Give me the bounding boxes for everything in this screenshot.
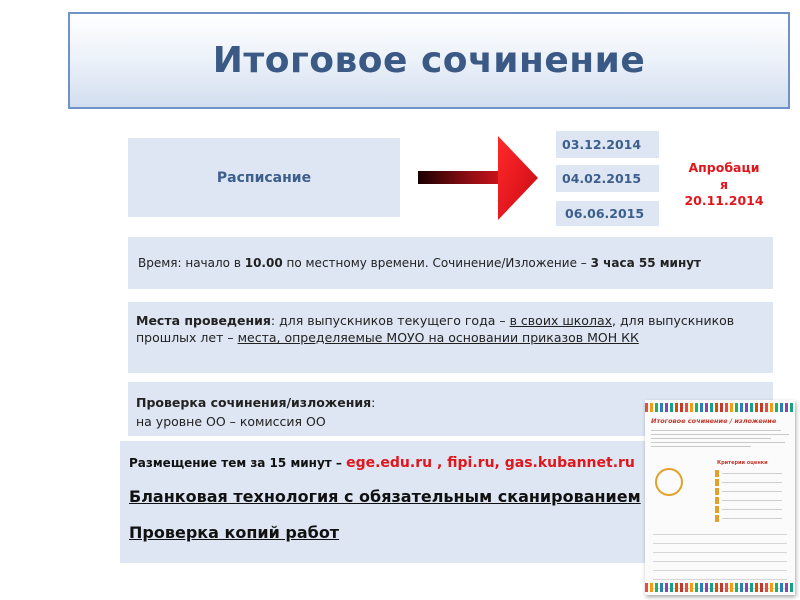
poster-stripe (685, 583, 688, 592)
places-text-1: : для выпускников текущего года – (270, 313, 510, 328)
title-banner (68, 12, 790, 109)
poster-stripe (720, 403, 723, 412)
date-item-1: 03.12.2014 (556, 131, 659, 158)
places-own-schools: в своих школах (509, 313, 612, 328)
poster-stripe (695, 583, 698, 592)
poster-stripe (735, 583, 738, 592)
copies-line: Проверка копий работ (129, 523, 340, 542)
poster-stripe (790, 403, 793, 412)
arrow-right-icon (418, 136, 538, 220)
schedule-box (128, 138, 400, 217)
placement-text: Размещение тем за 15 минут – (129, 456, 347, 470)
poster-clock-icon (655, 468, 683, 496)
poster-stripe (760, 583, 763, 592)
check-heading: Проверка сочинения/изложения (136, 395, 372, 410)
places-text-2: , для выпускников прошлых лет – (136, 313, 735, 345)
poster-stripe (710, 403, 713, 412)
approbation-date: 20.11.2014 (684, 193, 764, 208)
poster-stripe (660, 583, 663, 592)
poster-stripe (780, 403, 783, 412)
poster-stripe (685, 403, 688, 412)
poster-stripe (785, 583, 788, 592)
poster-stripe (730, 403, 733, 412)
time-duration: 3 часа 55 минут (590, 256, 702, 270)
poster-stripe (775, 403, 778, 412)
places-mouo: места, определяемые МОУО на основании приказов МОН КК (237, 330, 639, 345)
approbation-label-2: я (719, 176, 729, 192)
poster-stripe (655, 403, 658, 412)
poster-stripe (705, 583, 708, 592)
poster-stripe (655, 583, 658, 592)
poster-stripe (690, 403, 693, 412)
placement-line (129, 455, 635, 471)
poster-stripe (705, 403, 708, 412)
poster-stripe (780, 583, 783, 592)
poster-stripe (670, 403, 673, 412)
poster-stripe (760, 403, 763, 412)
poster-stripes-bottom (645, 583, 795, 592)
page-title: Итоговое сочинение (212, 40, 646, 81)
poster-stripe (775, 583, 778, 592)
poster-stripe (750, 403, 753, 412)
time-text-2: по местному времени. Сочинение/Изложение – (282, 256, 591, 270)
poster-stripe (740, 583, 743, 592)
poster-stripe (770, 583, 773, 592)
bottom-info-box (120, 441, 660, 563)
poster-stripe (660, 403, 663, 412)
poster-stripe (730, 583, 733, 592)
poster-stripe (680, 403, 683, 412)
poster-title: Итоговое сочинение / изложение (651, 417, 777, 425)
poster-stripe (715, 583, 718, 592)
poster-stripe (665, 403, 668, 412)
date-item-2: 04.02.2015 (556, 165, 659, 192)
poster-stripe (700, 583, 703, 592)
poster-criteria-list (715, 470, 789, 524)
approbation-block (681, 160, 767, 210)
poster-stripe (690, 583, 693, 592)
poster-stripe (755, 583, 758, 592)
poster-stripe (695, 403, 698, 412)
poster-stripe (720, 583, 723, 592)
blank-tech-line: Бланковая технология с обязательным сканированием (129, 487, 641, 506)
poster-thumbnail (645, 400, 795, 595)
poster-stripe (675, 583, 678, 592)
poster-stripe (745, 583, 748, 592)
poster-stripes-top (645, 403, 795, 412)
time-text-1: Время: начало в (138, 256, 245, 270)
poster-stripe (745, 403, 748, 412)
poster-stripe (650, 583, 653, 592)
time-info-box (128, 237, 773, 289)
poster-stripe (670, 583, 673, 592)
poster-stripe (725, 403, 728, 412)
poster-stripe (645, 403, 648, 412)
poster-stripe (790, 583, 793, 592)
check-colon: : (371, 395, 376, 410)
places-heading: Места проведения (136, 313, 271, 328)
poster-bottom-lines (653, 528, 787, 591)
poster-stripe (710, 583, 713, 592)
schedule-label: Расписание (216, 169, 312, 186)
poster-stripe (770, 403, 773, 412)
poster-stripe (715, 403, 718, 412)
poster-stripe (680, 583, 683, 592)
poster-stripe (735, 403, 738, 412)
places-info-box (128, 302, 773, 373)
poster-stripe (740, 403, 743, 412)
date-item-3: 06.06.2015 (556, 201, 659, 226)
poster-subheading: Критерии оценки (717, 460, 768, 466)
poster-stripe (645, 583, 648, 592)
poster-stripe (765, 583, 768, 592)
poster-stripe (675, 403, 678, 412)
check-text: на уровне ОО – комиссия ОО (136, 414, 326, 429)
poster-stripe (765, 403, 768, 412)
placement-links: ege.edu.ru , fipi.ru, gas.kubannet.ru (346, 455, 635, 471)
approbation-label-1: Апробаци (688, 160, 760, 175)
poster-stripe (650, 403, 653, 412)
poster-stripe (785, 403, 788, 412)
poster-stripe (665, 583, 668, 592)
poster-stripe (700, 403, 703, 412)
time-start: 10.00 (244, 256, 283, 270)
poster-stripe (725, 583, 728, 592)
poster-stripe (750, 583, 753, 592)
poster-stripe (755, 403, 758, 412)
